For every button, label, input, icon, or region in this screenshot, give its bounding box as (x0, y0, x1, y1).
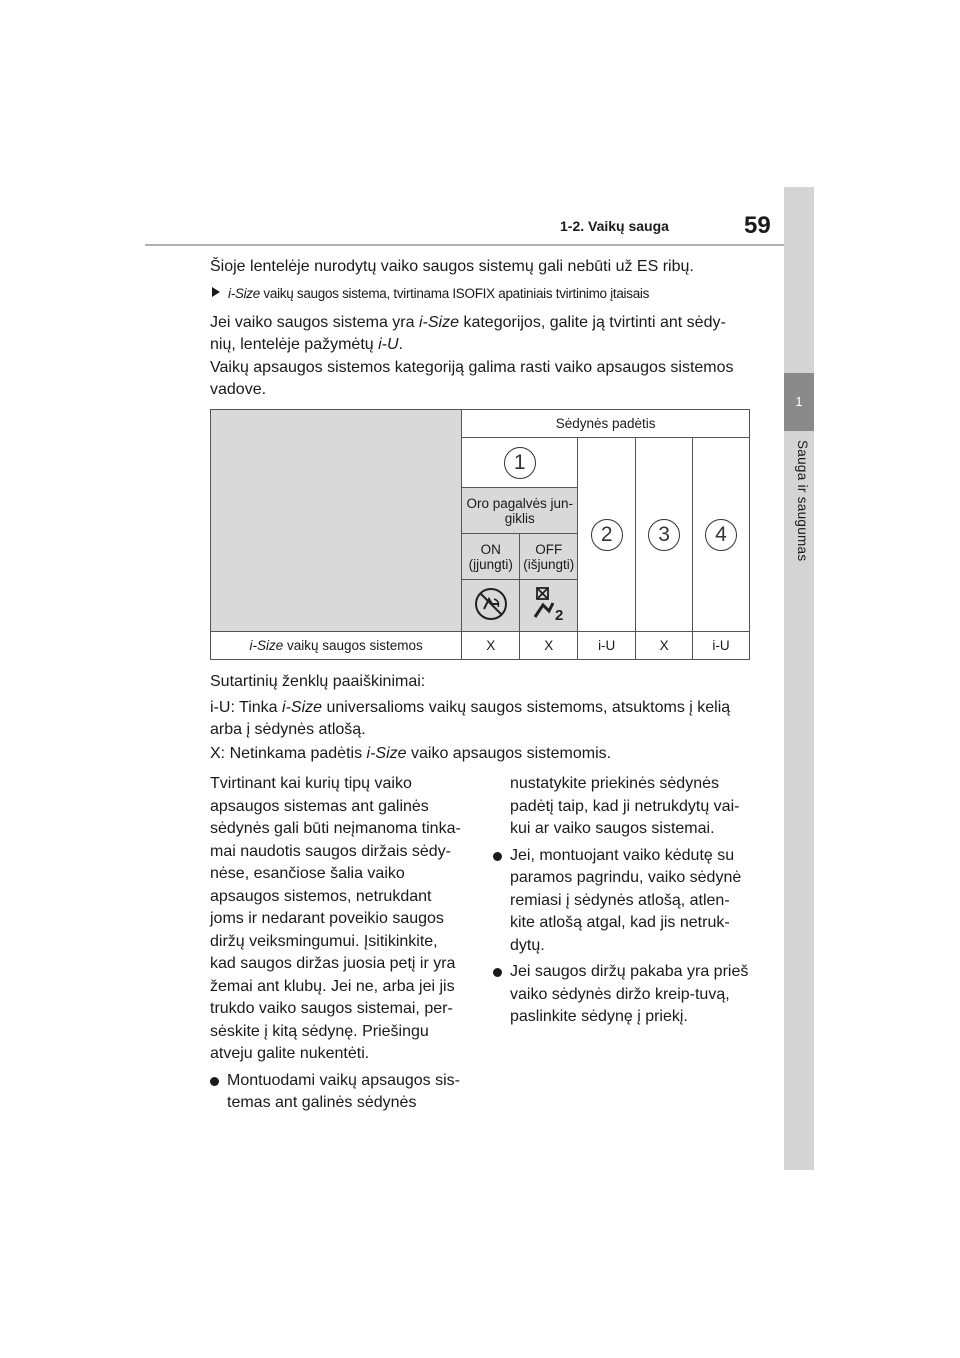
value-cell: X (462, 632, 520, 660)
chapter-label: Sauga ir saugumas (795, 440, 810, 562)
on-sublabel: (įjungti) (468, 556, 513, 572)
right-continuation: nustatykite priekinės sėdynės padėtį taip, kad ji netrukdytų vai-kui ar vaiko saugos sistemai. (510, 775, 740, 837)
value-cell: i-U (693, 632, 750, 660)
value-cell: X (520, 632, 578, 660)
seat-1-cell (462, 438, 578, 488)
seat-number-1: 1 (504, 447, 536, 479)
p1-d: nių, lentelėje pažymėtų (210, 336, 379, 353)
legend-iu-b: i-Size (282, 699, 323, 716)
page-number: 59 (744, 212, 771, 239)
legend-x-b: i-Size (366, 745, 407, 762)
triangle-bullet-icon (212, 287, 220, 297)
seat-number-4: 4 (705, 519, 737, 551)
seat-3-cell (636, 438, 693, 632)
table-corner-cell (211, 410, 462, 632)
p2-a: Vaikų apsaugos sistemos kategoriją galima rasti vaiko apsaugos sistemos (210, 359, 734, 376)
legend-x (210, 743, 611, 765)
airbag-switch-label: Oro pagalvės jun-giklis (462, 488, 578, 534)
on-cell (462, 534, 520, 580)
p1-c: kategorijos, galite ją tvirtinti ant sėdy- (459, 314, 726, 331)
left-paragraph: Tvirtinant kai kurių tipų vaiko apsaugos sistemas ant galinės sėdynės gali būti neįmanoma tinka-mai naudotis saugos diržais sėdy-nėse, esančiose šalia vaiko apsaugos sistemos, netrukdant joms ir nedarant poveikio saugos diržų veiksmingumui. Įsitikinkite, kad saugos diržas juosia petį ir yra žemai ant klubų. Jei ne, arba jei jis trukdo vaiko saugos sistemai, per-sėskite į kitą sėdynę. Priešingu atveju galite nukentėti. (210, 775, 461, 1062)
header-divider (145, 244, 784, 246)
legend-iu-c: universalioms vaikų saugos sistemoms, atsuktoms į kelią (322, 699, 731, 716)
legend-x-c: vaiko apsaugos sistemomis. (406, 745, 612, 762)
left-bullet: Montuodami vaikų apsaugos sis-temas ant galinės sėdynės (210, 1070, 465, 1115)
row-label-italic: i-Size (249, 638, 284, 653)
seat-number-3: 3 (648, 519, 680, 551)
airbag-on-icon (474, 587, 508, 621)
legend-iu-d: arba į sėdynės atlošą. (210, 721, 366, 738)
value-cell: i-U (578, 632, 636, 660)
row-label-rest: vaikų saugos sistemos (283, 638, 423, 653)
off-cell (520, 534, 578, 580)
chapter-number: 1 (784, 373, 814, 431)
airbag-off-icon-cell (520, 580, 578, 632)
legend-iu-a: i-U: Tinka (210, 699, 283, 716)
value-cell: X (636, 632, 693, 660)
p1-e: i-U (378, 336, 399, 353)
legend-iu (210, 697, 730, 741)
right-bullet-1: Jei, montuojant vaiko kėdutę su paramos pagrindu, vaiko sėdynė remiasi į sėdynės atlošą, atlen-kite atlošą atgal, kad jis netruk-dytų. (493, 845, 753, 958)
p2-b: vadove. (210, 381, 267, 398)
seat-position-table (210, 409, 750, 660)
left-column (210, 773, 465, 1119)
airbag-on-icon-cell (462, 580, 520, 632)
legend-x-a: X: Netinkama padėtis (210, 745, 367, 762)
paragraph-2 (210, 357, 734, 401)
p1-b: i-Size (418, 314, 459, 331)
on-label: ON (480, 541, 501, 557)
airbag-off-icon (529, 585, 569, 623)
legend-title: Sutartinių ženklų paaiškinimai: (210, 673, 426, 690)
intro-text: Šioje lentelėje nurodytų vaiko saugos sistemų gali nebūti už ES ribų. (210, 258, 694, 275)
p1-f: . (398, 336, 403, 353)
right-bullet-2: Jei saugos diržų pakaba yra prieš vaiko sėdynės diržo kreip-tuvą, paslinkite sėdynę į priekį. (493, 961, 753, 1029)
side-tab-bar (784, 187, 814, 1170)
svg-text:2: 2 (554, 607, 564, 623)
sub-heading-italic: i-Size (228, 286, 260, 301)
sub-heading (212, 286, 649, 301)
paragraph-1 (210, 312, 726, 356)
sub-heading-rest: vaikų saugos sistema, tvirtinama ISOFIX apatiniais tvirtinimo įtaisais (259, 286, 650, 301)
right-column (493, 773, 753, 1033)
seat-4-cell (693, 438, 750, 632)
p1-a: Jei vaiko saugos sistema yra (210, 314, 419, 331)
off-sublabel: (išjungti) (523, 556, 575, 572)
table-header-seat-position: Sėdynės padėtis (462, 410, 750, 438)
section-title: 1-2. Vaikų sauga (560, 218, 669, 234)
seat-number-2: 2 (591, 519, 623, 551)
row-label-isize (211, 632, 462, 660)
off-label: OFF (535, 541, 563, 557)
seat-2-cell (578, 438, 636, 632)
